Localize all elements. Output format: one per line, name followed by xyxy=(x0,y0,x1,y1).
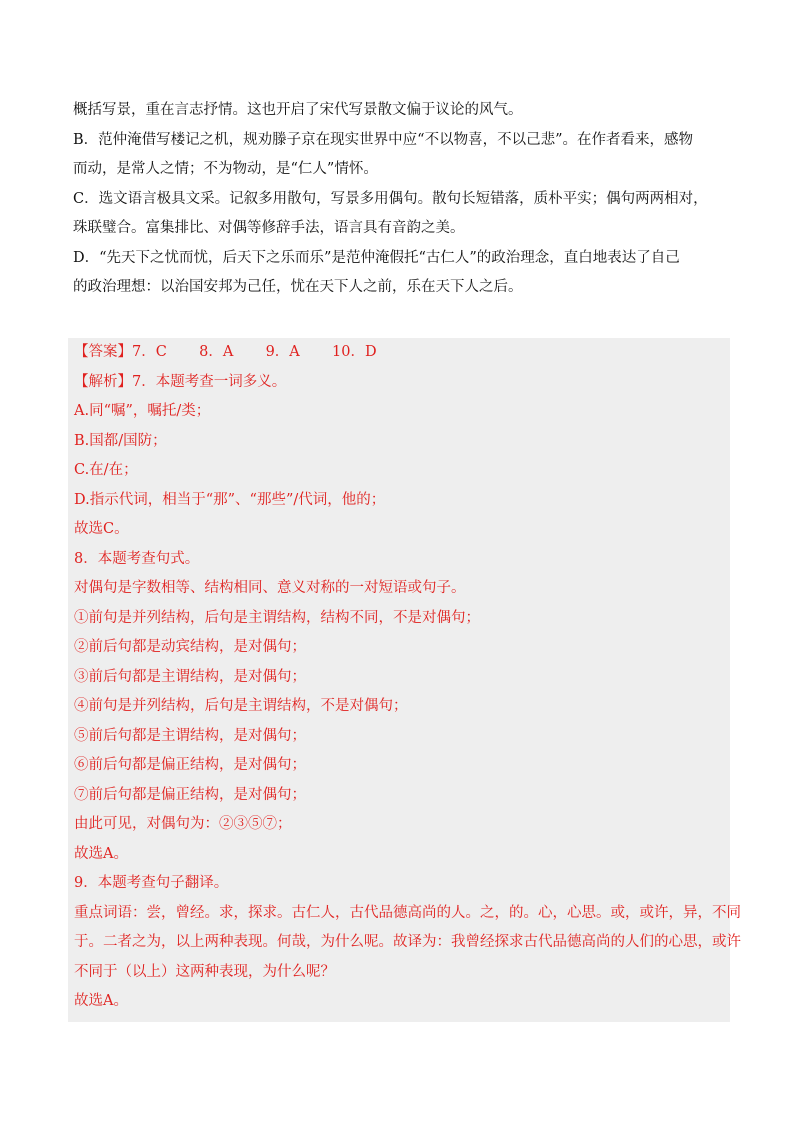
analysis-line: ③前后句都是主谓结构，是对偶句； xyxy=(74,668,306,685)
analysis-line: 故选C。 xyxy=(74,521,129,537)
text-line: C．选文语言极具文采。记叙多用散句，写景多用偶句。散句长短错落，质朴平实；偶句两两相对， xyxy=(73,190,708,207)
analysis-line: ⑤前后句都是主谓结构，是对偶句； xyxy=(74,727,306,744)
text-line: 珠联璧合。富集排比、对偶等修辞手法，语言具有音韵之美。 xyxy=(73,220,465,236)
analysis-line: 于。二者之为，以上两种表现。何哉，为什么呢。故译为：我曾经探求古代品德高尚的人们的心思，或许 xyxy=(74,934,741,950)
analysis-line: 重点词语：尝，曾经。求，探求。古仁人，古代品德高尚的人。之，的。心，心思。或，或许，异，不同 xyxy=(74,904,741,921)
analysis-line: 对偶句是字数相等、结构相同、意义对称的一对短语或句子。 xyxy=(74,580,466,596)
analysis-line: ①前句是并列结构，后句是主谓结构，结构不同，不是对偶句； xyxy=(74,609,480,626)
answer-item: 8．A xyxy=(199,344,234,360)
analysis-line: B.国都/国防； xyxy=(74,432,167,449)
answer-analysis-box xyxy=(68,338,741,1022)
analysis-line: 由此可见，对偶句为：②③⑤⑦； xyxy=(74,816,292,832)
text-line: 概括写景，重在言志抒情。这也开启了宋代写景散文偏于议论的风气。 xyxy=(73,102,523,118)
analysis-line: 不同于（以上）这两种表现，为什么呢？ xyxy=(74,963,335,980)
analysis-line: C.在/在； xyxy=(74,462,138,478)
analysis-line: ④前句是并列结构，后句是主谓结构，不是对偶句； xyxy=(74,698,408,714)
answer-item: 9．A xyxy=(265,344,300,360)
analysis-line: 故选A。 xyxy=(74,993,128,1009)
analysis-line: D.指示代词，相当于“那”、“那些”/代词，他的； xyxy=(74,491,386,508)
analysis-line: 故选A。 xyxy=(74,845,128,862)
answer-label: 【答案】 xyxy=(74,344,132,360)
text-line: 的政治理想：以治国安邦为己任，忧在天下人之前，乐在天下人之后。 xyxy=(73,279,523,295)
text-line: D．“先天下之忧而忧，后天下之乐而乐”是范仲淹假托“古仁人”的政治理念，直白地表达了自己 xyxy=(73,249,680,266)
analysis-line: 9．本题考查句子翻译。 xyxy=(74,875,229,891)
analysis-line: ②前后句都是动宾结构，是对偶句； xyxy=(74,639,306,655)
answer-item: 10．D xyxy=(332,344,377,360)
text-line: B．范仲淹借写楼记之机，规劝滕子京在现实世界中应“不以物喜，不以己悲”。在作者看来，感物 xyxy=(73,131,693,148)
analysis-line: ⑥前后句都是偏正结构，是对偶句； xyxy=(74,757,306,773)
answer-item: 7．C xyxy=(132,344,167,360)
option-text-section xyxy=(73,96,733,303)
answer-line xyxy=(68,338,730,368)
analysis-line: 8．本题考查句式。 xyxy=(74,550,200,567)
text-line: 而动，是常人之情；不为物动，是“仁人”情怀。 xyxy=(73,161,378,177)
analysis-line: ⑦前后句都是偏正结构，是对偶句； xyxy=(74,786,306,803)
analysis-line: A.同“嘱”，嘱托/类； xyxy=(74,403,211,419)
analysis-line: 【解析】7．本题考查一词多义。 xyxy=(74,373,287,390)
